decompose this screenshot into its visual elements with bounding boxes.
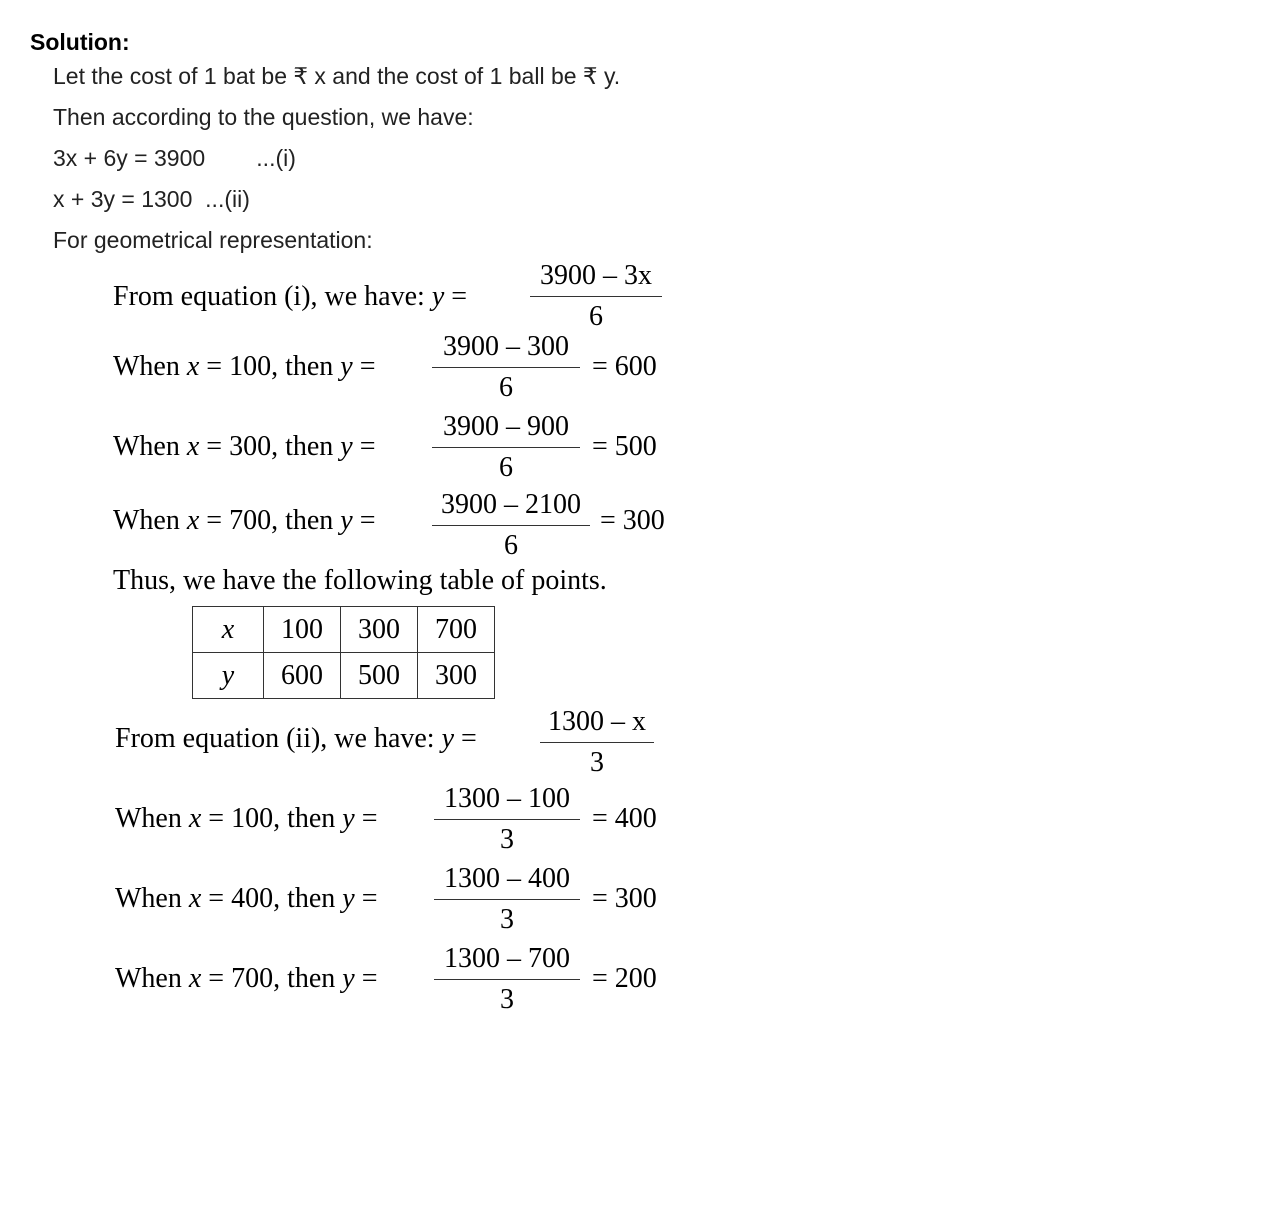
equals: = xyxy=(352,505,376,536)
eq1-numerator: 3900 – 3x xyxy=(530,260,662,297)
eq2-row-1 xyxy=(115,803,378,835)
var-x: x xyxy=(188,963,202,994)
row-text: When xyxy=(115,963,189,994)
denominator: 3 xyxy=(500,904,514,935)
row-text: When xyxy=(113,351,187,382)
table-cell: 100 xyxy=(264,607,341,653)
row-text: When xyxy=(113,505,187,536)
row-text: = 700, then xyxy=(201,963,343,994)
eq2-row-3-result: = 200 xyxy=(592,963,657,994)
eq1-row-1-result: = 600 xyxy=(592,351,657,382)
eq1-row-3-fraction xyxy=(432,489,590,562)
eq2-fraction xyxy=(540,706,654,779)
eq1-denominator: 6 xyxy=(589,301,603,332)
row-text: When xyxy=(115,803,189,834)
equals: = xyxy=(354,803,378,834)
table-cell: 300 xyxy=(418,653,495,699)
eq1-equals: = xyxy=(444,281,468,312)
numerator: 1300 – 400 xyxy=(434,863,580,900)
table-label-y: y xyxy=(193,653,264,699)
eq1-fraction xyxy=(530,260,662,333)
var-x: x xyxy=(186,351,200,382)
intro-line-geometric: For geometrical representation: xyxy=(53,227,373,253)
table-row-x xyxy=(193,607,495,653)
row-text: = 300, then xyxy=(199,431,341,462)
eq1-row-1 xyxy=(113,351,376,383)
denominator: 3 xyxy=(500,824,514,855)
equals: = xyxy=(352,351,376,382)
var-x: x xyxy=(188,883,202,914)
eq2-numerator: 1300 – x xyxy=(540,706,654,743)
eq2-row-3 xyxy=(115,963,378,995)
denominator: 6 xyxy=(499,452,513,483)
table-cell: 700 xyxy=(418,607,495,653)
var-x: x xyxy=(188,803,202,834)
eq2-row-2-fraction xyxy=(434,863,580,936)
points-table xyxy=(192,606,495,699)
var-y: y xyxy=(342,963,355,994)
eq1-row-2 xyxy=(113,431,376,463)
equation-i: 3x + 6y = 3900 ...(i) xyxy=(53,145,296,171)
var-y: y xyxy=(340,505,353,536)
eq1-row-3 xyxy=(113,505,376,537)
denominator: 6 xyxy=(504,530,518,561)
eq1-row-2-result: = 500 xyxy=(592,431,657,462)
eq1-var-y: y xyxy=(431,281,445,312)
var-x: x xyxy=(186,505,200,536)
numerator: 1300 – 100 xyxy=(434,783,580,820)
table-row-y xyxy=(193,653,495,699)
intro-line-cost: Let the cost of 1 bat be ₹ x and the cost of 1 ball be ₹ y. xyxy=(53,63,621,89)
var-y: y xyxy=(340,351,353,382)
numerator: 3900 – 2100 xyxy=(432,489,590,526)
eq2-lead-text: From equation (ii), we have: xyxy=(115,723,442,754)
table-label-x: x xyxy=(193,607,264,653)
equation-ii: x + 3y = 1300 ...(ii) xyxy=(53,186,250,212)
eq1-lead-line xyxy=(113,281,467,313)
eq2-lead-line xyxy=(115,723,477,755)
eq2-row-2 xyxy=(115,883,378,915)
row-text: = 100, then xyxy=(201,803,343,834)
row-text: = 400, then xyxy=(201,883,343,914)
numerator: 3900 – 300 xyxy=(432,331,580,368)
eq2-denominator: 3 xyxy=(590,747,604,778)
var-x: x xyxy=(186,431,200,462)
denominator: 6 xyxy=(499,372,513,403)
eq1-lead-text: From equation (i), we have: xyxy=(113,281,432,312)
numerator: 3900 – 900 xyxy=(432,411,580,448)
equals: = xyxy=(354,963,378,994)
var-y: y xyxy=(340,431,353,462)
intro-line-question: Then according to the question, we have: xyxy=(53,104,474,130)
equals: = xyxy=(354,883,378,914)
table-cell: 600 xyxy=(264,653,341,699)
numerator: 1300 – 700 xyxy=(434,943,580,980)
var-y: y xyxy=(342,883,355,914)
row-text: = 100, then xyxy=(199,351,341,382)
eq2-equals: = xyxy=(454,723,477,754)
table-intro-text: Thus, we have the following table of points. xyxy=(113,565,607,596)
eq2-var-y: y xyxy=(441,723,455,754)
equals: = xyxy=(352,431,376,462)
eq1-row-2-fraction xyxy=(432,411,580,484)
denominator: 3 xyxy=(500,984,514,1015)
var-y: y xyxy=(342,803,355,834)
eq2-row-1-result: = 400 xyxy=(592,803,657,834)
table-cell: 300 xyxy=(341,607,418,653)
eq1-row-1-fraction xyxy=(432,331,580,404)
eq2-row-1-fraction xyxy=(434,783,580,856)
eq2-row-2-result: = 300 xyxy=(592,883,657,914)
table-cell: 500 xyxy=(341,653,418,699)
solution-heading: Solution: xyxy=(30,29,130,55)
eq2-row-3-fraction xyxy=(434,943,580,1016)
row-text: = 700, then xyxy=(199,505,341,536)
row-text: When xyxy=(113,431,187,462)
row-text: When xyxy=(115,883,189,914)
eq1-row-3-result: = 300 xyxy=(600,505,665,536)
